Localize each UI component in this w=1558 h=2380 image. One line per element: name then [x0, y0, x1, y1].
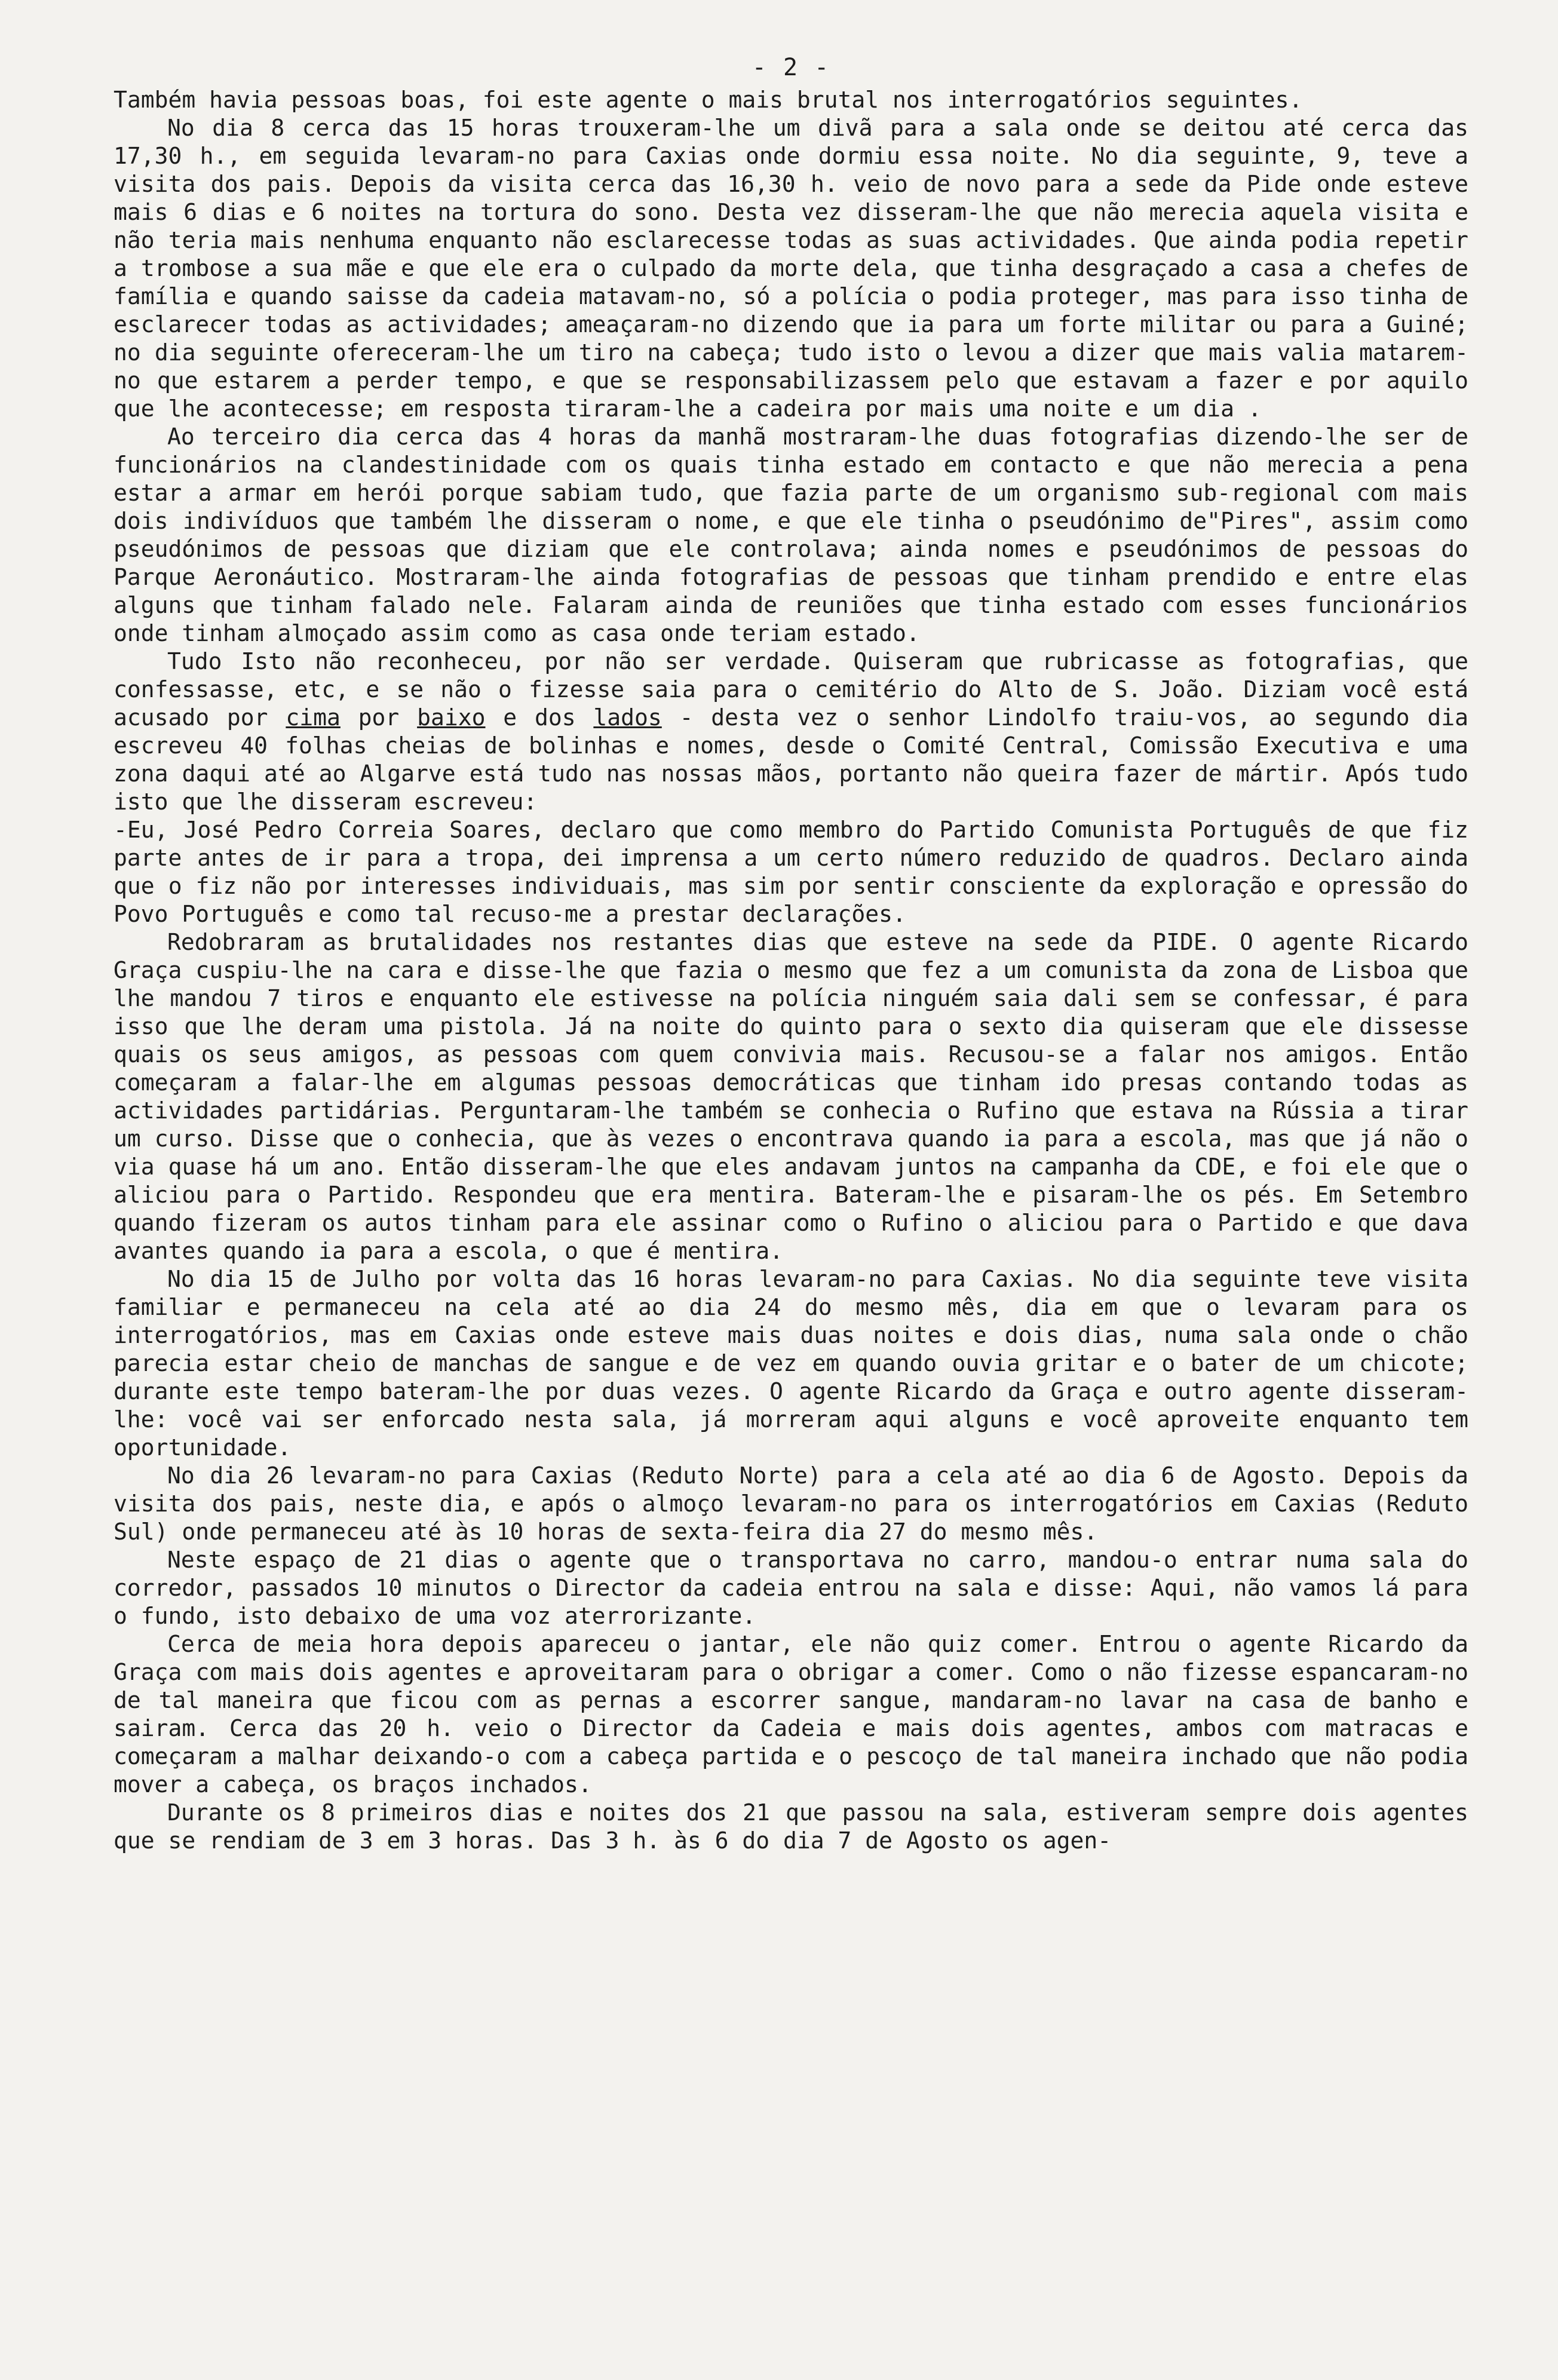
underlined-word-baixo: baixo	[417, 704, 486, 731]
underlined-word-cima: cima	[286, 704, 341, 731]
paragraph-11: Durante os 8 primeiros dias e noites dos 21 que passou na sala, estiveram sempre dois agentes que se rendiam de 3 em 3 horas. Das 3 h. às 6 do dia 7 de Agosto os agen-	[114, 1799, 1468, 1854]
document-body	[114, 86, 1468, 1855]
paragraph-4-rest: - desta vez o senhor Lindolfo traiu-vos, ao segundo dia escreveu 40 folhas cheias de bolinhas e nomes, desde o Comité Central, Comissão Executiva e uma zona daqui até ao Algarve está tudo nas nossas mãos, portanto não queira fazer de mártir. Após tudo isto que lhe disseram escreveu:	[114, 704, 1468, 815]
paragraph-2: No dia 8 cerca das 15 horas trouxeram-lhe um divã para a sala onde se deitou até cerca das 17,30 h., em seguida levaram-no para Caxias onde dormiu essa noite. No dia seguinte, 9, teve a visita dos pais. Depois da visita cerca das 16,30 h. veio de novo para a sede da Pide onde esteve mais 6 dias e 6 noites na tortura do sono. Desta vez disseram-lhe que não merecia aquela visita e não teria mais nenhuma enquanto não esclarecesse todas as suas actividades. Que ainda podia repetir a trombose a sua mãe e que ele era o culpado da morte dela, que tinha desgraçado a casa a chefes de família e quando saisse da cadeia matavam-no, só a polícia o podia proteger, mas para isso tinha de esclarecer todas as actividades; ameaçaram-no dizendo que ia para um forte militar ou para a Guiné; no dia seguinte ofereceram-lhe um tiro na cabeça; tudo isto o levou a dizer que mais valia matarem-no que estarem a perder tempo, e que se responsabilizassem pelo que estavam a fazer e por aquilo que lhe acontecesse; em resposta tiraram-lhe a cadeira por mais uma noite e um dia .	[114, 115, 1468, 422]
page-number: - 2 -	[752, 54, 830, 81]
paragraph-4-por: por	[358, 704, 400, 731]
paragraph-1: Também havia pessoas boas, foi este agente o mais brutal nos interrogatórios seguintes.	[114, 87, 1303, 113]
paragraph-9: Neste espaço de 21 dias o agente que o transportava no carro, mandou-o entrar numa sala do corredor, passados 10 minutos o Director da cadeia entrou na sala e disse: Aqui, não vamos lá para o fundo, isto debaixo de uma voz aterrorizante.	[114, 1547, 1468, 1629]
paragraph-6: Redobraram as brutalidades nos restantes dias que esteve na sede da PIDE. O agente Ricardo Graça cuspiu-lhe na cara e disse-lhe que fazia o mesmo que fez a um comunista da zona de Lisboa que lhe mandou 7 tiros e enquanto ele estivesse na polícia ninguém saia dali sem se confessar, é para isso que lhe deram uma pistola. Já na noite do quinto para o sexto dia quiseram que ele dissesse quais os seus amigos, as pessoas com quem convivia mais. Recusou-se a falar nos amigos. Então começaram a falar-lhe em algumas pessoas democráticas que tinham ido presas contando todas as actividades partidárias. Perguntaram-lhe também se conhecia o Rufino que estava na Rússia a tirar um curso. Disse que o conhecia, que às vezes o encontrava quando ia para a escola, mas que já não o via quase há um ano. Então disseram-lhe que eles andavam juntos na campanha da CDE, e foi ele que o aliciou para o Partido. Respondeu que era mentira. Bateram-lhe e pisaram-lhe os pés. Em Setembro quando fizeram os autos tinham para ele assinar como o Rufino o aliciou para o Partido e que dava avantes quando ia para a escola, o que é mentira.	[114, 929, 1468, 1264]
underlined-word-lados: lados	[593, 704, 662, 731]
paragraph-8: No dia 26 levaram-no para Caxias (Reduto Norte) para a cela até ao dia 6 de Agosto. Depois da visita dos pais, neste dia, e após o almoço levaram-no para os interrogatórios em Caxias (Reduto Sul) onde permaneceu até às 10 horas de sexta-feira dia 27 do mesmo mês.	[114, 1462, 1468, 1545]
declaration-paragraph: -Eu, José Pedro Correia Soares, declaro que como membro do Partido Comunista Português de que fiz parte antes de ir para a tropa, dei imprensa a um certo número reduzido de quadros. Declaro ainda que o fiz não por interesses individuais, mas sim por sentir consciente da exploração e opressão do Povo Português e como tal recuso-me a prestar declarações.	[114, 817, 1468, 927]
paragraph-3: Ao terceiro dia cerca das 4 horas da manhã mostraram-lhe duas fotografias dizendo-lhe ser de funcionários na clandestinidade com os quais tinha estado em contacto e que não merecia a pena estar a armar em herói porque sabiam tudo, que fazia parte de um organismo sub-regional com mais dois indivíduos que também lhe disseram o nome, e que ele tinha o pseudónimo de"Pires", assim como pseudónimos de pessoas que diziam que ele controlava; ainda nomes e pseudónimos de pessoas do Parque Aeronáutico. Mostraram-lhe ainda fotografias de pessoas que tinham prendido e entre elas alguns que tinham falado nele. Falaram ainda de reuniões que tinha estado com esses funcionários onde tinham almoçado assim como as casa onde teriam estado.	[114, 424, 1468, 646]
paragraph-10: Cerca de meia hora depois apareceu o jantar, ele não quiz comer. Entrou o agente Ricardo da Graça com mais dois agentes e aproveitaram para o obrigar a comer. Como o não fizesse espancaram-no de tal maneira que ficou com as pernas a escorrer sangue, mandaram-no lavar na casa de banho e sairam. Cerca das 20 h. veio o Director da Cadeia e mais dois agentes, ambos com matracas e começaram a malhar deixando-o com a cabeça partida e o pescoço de tal maneira inchado que não podia mover a cabeça, os braços inchados.	[114, 1631, 1468, 1798]
paragraph-7: No dia 15 de Julho por volta das 16 horas levaram-no para Caxias. No dia seguinte teve visita familiar e permaneceu na cela até ao dia 24 do mesmo mês, dia em que o levaram para os interrogatórios, mas em Caxias onde esteve mais duas noites e dois dias, numa sala onde o chão parecia estar cheio de manchas de sangue e de vez em quando ouvia gritar e o bater de um chicote; durante este tempo bateram-lhe por duas vezes. O agente Ricardo da Graça e outro agente disseram-lhe: você vai ser enforcado nesta sala, já morreram aqui alguns e você aproveite enquanto tem oportunidade.	[114, 1266, 1468, 1461]
paragraph-4	[114, 648, 1468, 816]
paragraph-4-start: Tudo Isto não reconheceu, por não ser verdade. Quiseram que rubricasse as fotografias, que confessasse, etc, e se não o fizesse saia para o cemitério do Alto de S. João. Diziam você está acusado por	[114, 648, 1468, 731]
paragraph-4-e-dos: e dos	[503, 704, 576, 731]
